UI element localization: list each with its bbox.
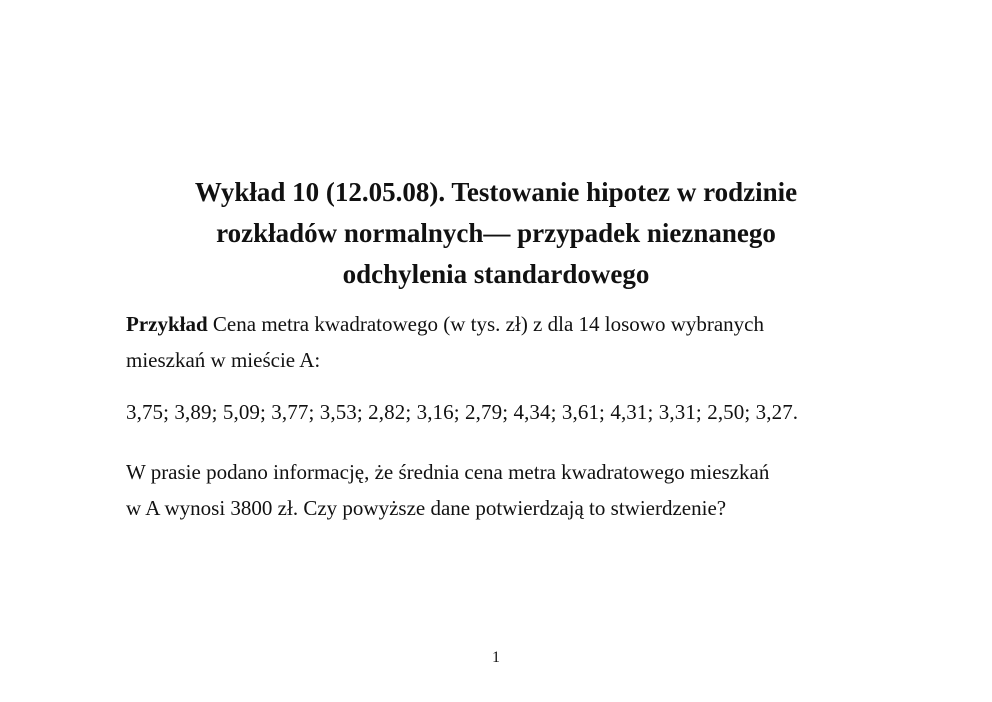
example-line-1: [126, 306, 886, 342]
data-values-line: 3,75; 3,89; 5,09; 3,77; 3,53; 2,82; 3,16; 2,79; 4,34; 3,61; 4,31; 3,31; 2,50; 3,27.: [126, 400, 799, 424]
title-line-1: Wykład 10 (12.05.08). Testowanie hipotez w rodzinie: [194, 177, 798, 207]
page-number: 1: [492, 649, 500, 666]
page-title: [120, 172, 872, 295]
title-line-3: odchylenia standardowego: [342, 259, 650, 289]
example-lead: Przykład: [126, 312, 208, 336]
example-line-2: mieszkań w mieście A:: [126, 348, 321, 372]
question-paragraph: [126, 454, 886, 526]
question-line-1: W prasie podano informację, że średnia cena metra kwadratowego mieszkań: [126, 460, 770, 484]
example-line-1-text: Cena metra kwadratowego (w tys. zł) z dla 14 losowo wybranych: [207, 312, 765, 336]
title-line-2: rozkładów normalnych— przypadek nieznanego: [216, 218, 776, 248]
example-paragraph: [126, 306, 886, 378]
question-line-2: w A wynosi 3800 zł. Czy powyższe dane potwierdzają to stwierdzenie?: [126, 496, 727, 520]
